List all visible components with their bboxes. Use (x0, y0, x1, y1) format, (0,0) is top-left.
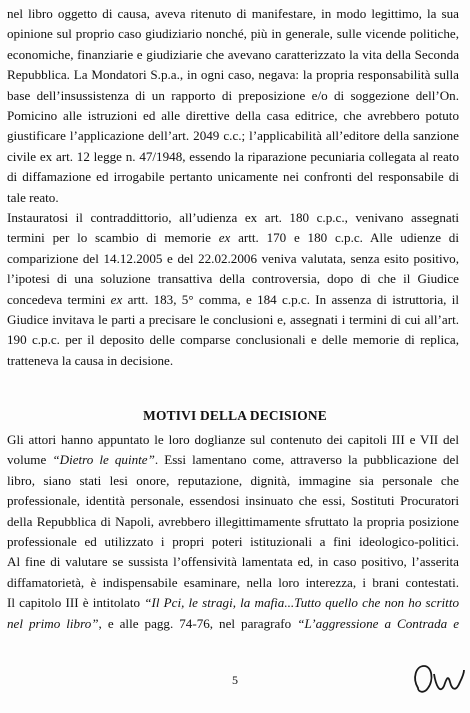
italic-text: ex (218, 230, 231, 246)
text-line: tale reato. (7, 189, 59, 205)
italic-text: ex (110, 291, 123, 307)
text-segment: Il capitolo III è intitolato (7, 595, 145, 611)
italic-text: nel primo libro” (7, 615, 99, 631)
text-line: nel libro oggetto di causa, aveva ritenuto di manifestare, in modo legittimo, la sua (7, 6, 459, 21)
text-line: economiche, finanziarie e giudiziarie che avevano caratterizzato la vita della Seconda (7, 46, 459, 62)
text-line: Giudice invitava le parti a precisare le conclusioni e, assegnati i termini di cui all’art. (7, 312, 459, 328)
text-line (7, 614, 459, 634)
italic-text: “Il Pci, le stragi, la mafia...Tutto quello che non ho scritto (144, 595, 459, 611)
paragraph-defendant-position (7, 4, 459, 208)
text-segment: termini per lo scambio di memorie (7, 230, 219, 246)
text-line: comparizione del 14.12.2005 e del 22.02.2006 veniva valutata, senza esito positivo, (7, 250, 459, 266)
text-line (7, 290, 459, 310)
text-segment: artt. 170 e 180 c.p.c. Alle udienze di (230, 230, 459, 246)
text-line: tratteneva la causa in decisione. (7, 352, 174, 368)
paragraph-procedural-history (7, 208, 459, 371)
text-line: Instauratosi il contraddittorio, all’udienza ex art. 180 c.p.c., venivano assegnati (7, 210, 459, 225)
text-line: professionale, identità personale, essendosi insinuato che essi, Sostituti Procuratori (7, 493, 459, 509)
text-line (7, 228, 459, 248)
text-line: di diffamazione ed irrogabile pertanto unicamente nei confronti del responsabile di (7, 169, 459, 185)
text-line: Repubblica. La Mondatori S.p.a., in ogni caso, negava: la propria responsabilità sulla (7, 67, 459, 83)
text-segment: artt. 183, 5° comma, e 184 c.p.c. In assenza di istruttoria, il (122, 291, 459, 307)
text-line: giustificare l’applicazione dell’art. 2049 c.c.; l’applicabilità all’editore della sanzione (7, 128, 459, 144)
text-line (7, 593, 459, 613)
text-line: Al fine di valutare se sussista l’offensività lamentata ed, in caso positivo, l’asserita (7, 554, 459, 570)
text-segment: volume (7, 452, 53, 468)
text-segment: concedeva termini (7, 291, 111, 307)
text-line: libro, siano stati lesi onore, reputazione, dignità, immagine sia personale che (7, 472, 459, 488)
text-line: base dell’insussistenza di un rapporto di preposizione e/o di soggezione dell’On. (7, 87, 459, 103)
text-line (7, 450, 459, 470)
text-line: opinione sul proprio caso giudiziario nonché, più in generale, sulle vicende politiche, (7, 26, 459, 42)
text-line: Gli attori hanno appuntato le loro doglianze sul contenuto dei capitoli III e VII del (7, 432, 459, 447)
text-segment: , e alle pagg. 74-76, nel paragrafo (98, 615, 298, 631)
page-number: 5 (232, 673, 238, 687)
paragraph-reasons (7, 430, 459, 634)
text-segment: . Essi lamentano come, attraverso la pubblicazione del (154, 452, 459, 468)
text-line: 190 c.p.c. per il deposito delle comparse conclusionali e delle memorie di replica, (7, 332, 459, 348)
text-line: civile ex art. 12 legge n. 47/1948, essendo la riparazione pecuniaria collegata al reato (7, 148, 459, 164)
text-line: professionale ed utilizzato i propri poteri istituzionali a fini ideologico-politici. (7, 534, 459, 550)
italic-text: “Dietro le quinte” (52, 452, 155, 468)
italic-text: “L’aggressione a Contrada e (297, 615, 460, 631)
text-line: l’ipotesi di una soluzione transattiva della controversia, dopo di che il Giudice (7, 271, 459, 287)
text-line: diffamatorietà, è indispensabile esaminare, nella loro interezza, i brani contestati. (7, 574, 459, 590)
text-line: della Repubblica di Napoli, avrebbero illegittimamente sfruttato la propria posizione (7, 513, 459, 529)
section-heading: MOTIVI DELLA DECISIONE (143, 408, 327, 423)
text-line: Pomicino alle istruzioni ed alle direttive della casa editrice, che avrebbero potuto (7, 108, 459, 124)
handwritten-initials (410, 652, 466, 706)
